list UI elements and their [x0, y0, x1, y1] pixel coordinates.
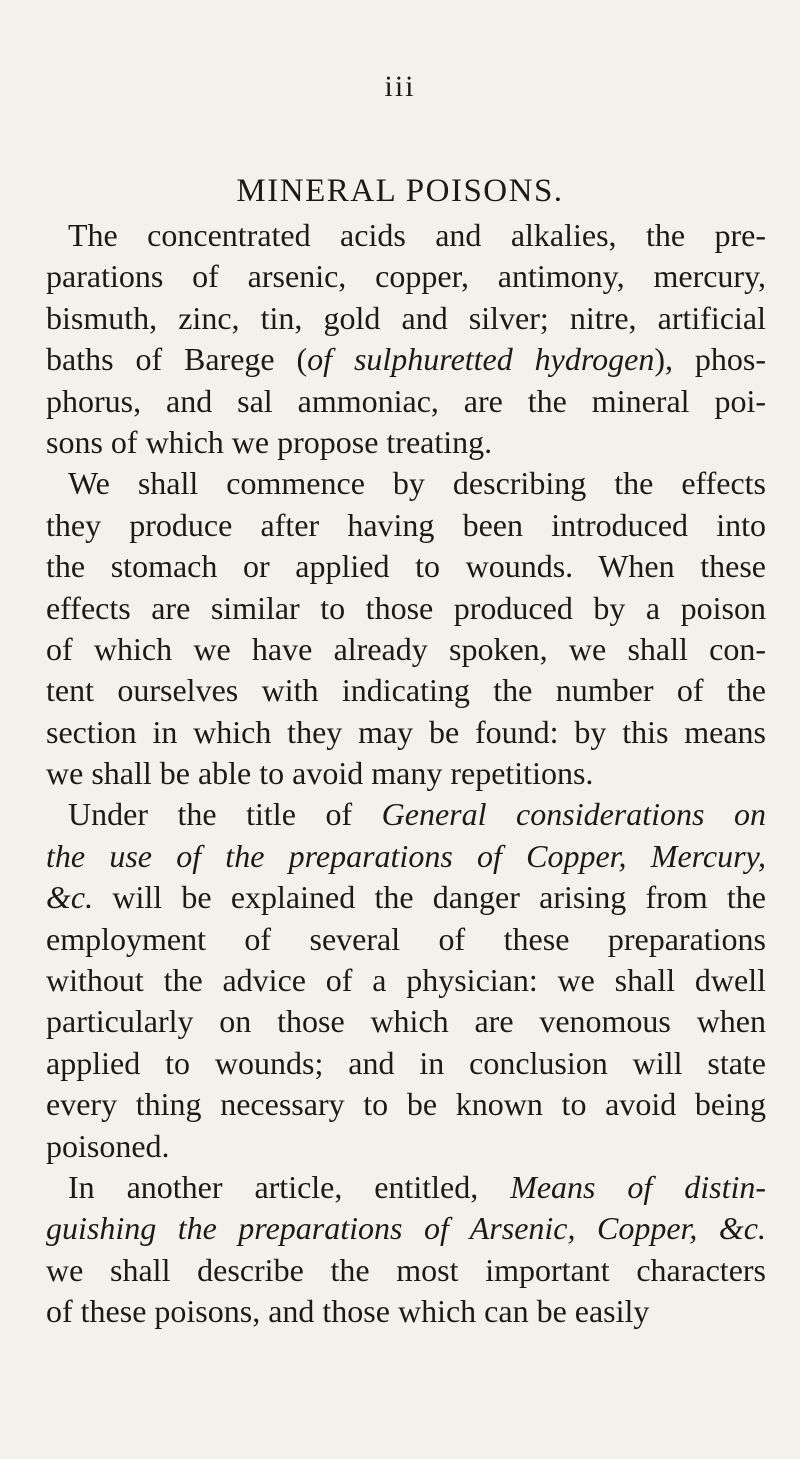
text-line — [46, 546, 766, 587]
text-line — [46, 1208, 766, 1249]
text-segment: every thing necessary to be known to avoid being — [46, 1086, 766, 1123]
text-line — [46, 836, 766, 877]
text-segment: will be explained the danger arising from the — [93, 879, 766, 916]
text-segment: of these poisons, and those which can be easily — [46, 1293, 650, 1330]
page-number: iii — [384, 70, 416, 103]
text-line — [46, 712, 766, 753]
text-segment: applied to wounds; and in conclusion will state — [46, 1044, 766, 1081]
text-segment: phorus, and sal ammoniac, are the mineral poi- — [46, 382, 766, 419]
text-line — [46, 463, 766, 504]
italic-text-segment: guishing the preparations of Arsenic, Copper, &c. — [46, 1210, 766, 1247]
body-text — [46, 215, 766, 1333]
text-line — [46, 1291, 766, 1332]
text-line — [46, 422, 766, 463]
text-segment: effects are similar to those produced by a poison — [46, 589, 766, 626]
text-line — [46, 215, 766, 256]
italic-text-segment: of sulphuretted hydrogen — [307, 341, 655, 378]
text-segment: In another article, entitled, — [68, 1168, 511, 1205]
text-segment: Under the title of — [68, 796, 382, 833]
italic-text-segment: &c. — [46, 879, 94, 916]
text-segment: sons of which we propose treating. — [46, 423, 493, 460]
text-line — [46, 877, 766, 918]
text-segment: employment of several of these preparations — [46, 920, 766, 957]
section-heading: MINERAL POISONS. — [236, 173, 564, 209]
text-line — [46, 505, 766, 546]
text-segment: The concentrated acids and alkalies, the pre- — [68, 217, 766, 253]
text-segment: they produce after having been introduced into — [46, 506, 766, 543]
text-segment: we shall describe the most important characters — [46, 1251, 766, 1288]
text-segment: bismuth, zinc, tin, gold and silver; nitre, artificial — [46, 299, 766, 336]
text-line — [46, 381, 766, 422]
text-line — [46, 298, 766, 339]
text-segment: poisoned. — [46, 1127, 170, 1164]
text-line — [46, 1250, 766, 1291]
text-line — [46, 1126, 766, 1167]
text-segment: without the advice of a physician: we shall dwell — [46, 962, 766, 999]
italic-text-segment: General considerations on — [381, 796, 767, 833]
text-line — [46, 1043, 766, 1084]
text-line — [46, 794, 766, 835]
text-line — [46, 1001, 766, 1042]
text-segment: ), phos- — [654, 341, 767, 378]
italic-text-segment: the use of the preparations of Copper, Mercury, — [46, 837, 766, 874]
text-line — [46, 919, 766, 960]
text-segment: parations of arsenic, copper, antimony, mercury, — [46, 258, 766, 295]
text-line — [46, 960, 766, 1001]
text-line — [46, 753, 766, 794]
text-segment: the stomach or applied to wounds. When these — [46, 548, 766, 585]
text-segment: We shall commence by describing the effects — [68, 465, 766, 502]
italic-text-segment: Means of distin- — [510, 1168, 767, 1205]
text-segment: baths of Barege ( — [46, 341, 308, 378]
text-line — [46, 1084, 766, 1125]
text-segment: we shall be able to avoid many repetitions. — [46, 755, 594, 792]
text-line — [46, 339, 766, 380]
text-line — [46, 256, 766, 297]
text-line — [46, 1167, 766, 1208]
text-line — [46, 588, 766, 629]
text-segment: section in which they may be found: by this means — [46, 713, 766, 750]
text-segment: of which we have already spoken, we shall con- — [46, 630, 766, 667]
text-segment: tent ourselves with indicating the number of the — [46, 672, 766, 709]
text-line — [46, 670, 766, 711]
text-line — [46, 629, 766, 670]
text-segment: particularly on those which are venomous when — [46, 1003, 766, 1040]
